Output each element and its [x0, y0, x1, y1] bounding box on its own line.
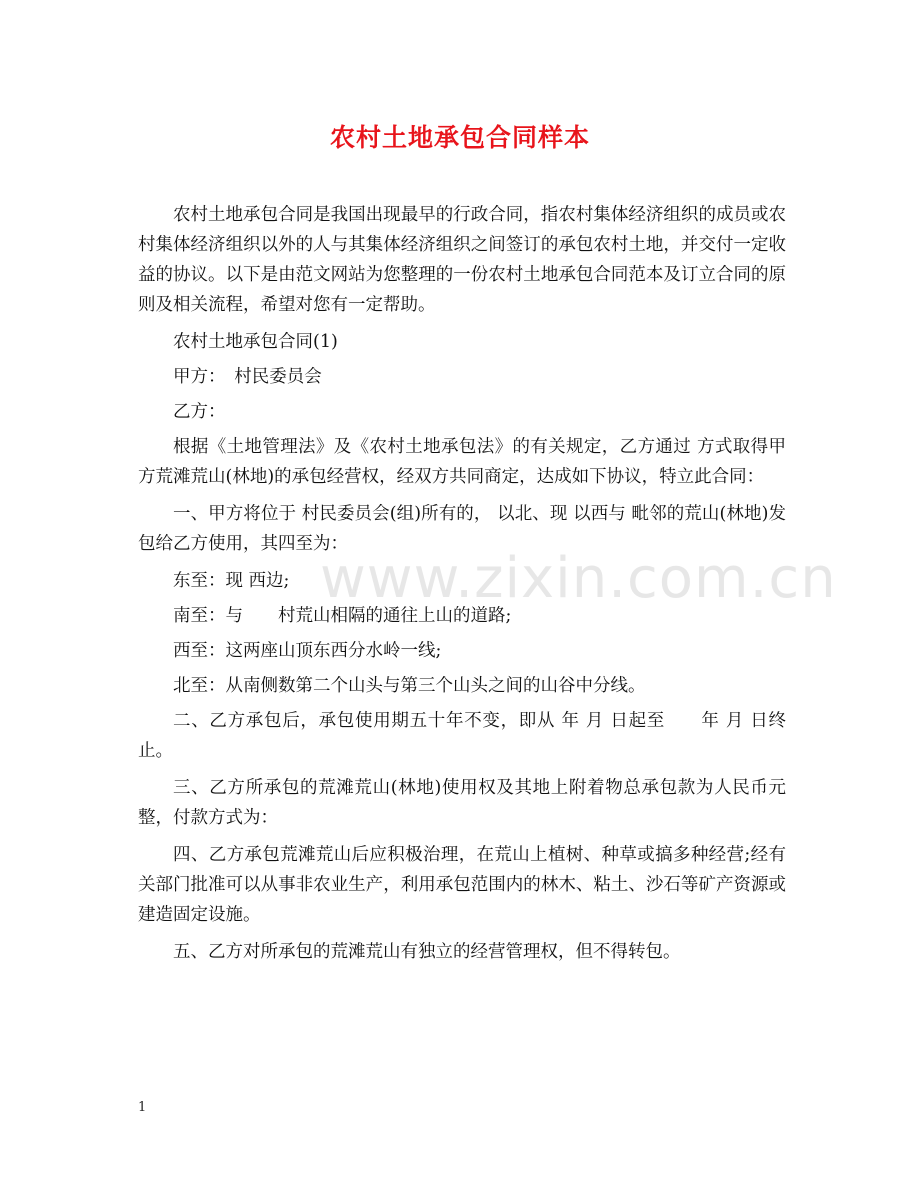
watermark: www.zixin.com.cn — [320, 546, 837, 611]
clause-3: 三、乙方所承包的荒滩荒山(林地)使用权及其地上附着物总承包款为人民币元整，付款方式为： — [138, 778, 786, 828]
boundary-north: 北至：从南侧数第二个山头与第三个山头之间的山谷中分线。 — [173, 676, 646, 696]
party-a: 甲方： 村民委员会 — [173, 367, 322, 387]
boundary-east: 东至：现 西边; — [173, 571, 290, 591]
boundary-west: 西至：这两座山顶东西分水岭一线; — [173, 641, 442, 661]
clause-2: 二、乙方承包后，承包使用期五十年不变，即从 年 月 日起至 年 月 日终止。 — [138, 711, 786, 761]
intro-paragraph: 农村土地承包合同是我国出现最早的行政合同，指农村集体经济组织的成员或农村集体经济组织以外的人与其集体经济组织之间签订的承包农村土地，并交付一定收益的协议。以下是由范文网站为您整理的一份农村土地承包合同范本及订立合同的原则及相关流程，希望对您有一定帮助。 — [138, 205, 786, 315]
page-number: 1 — [138, 1100, 147, 1115]
document-body — [138, 200, 786, 974]
clause-1: 一、甲方将位于 村民委员会(组)所有的， 以北、现 以西与 毗邻的荒山(林地)发包给乙方使用，其四至为： — [138, 504, 786, 554]
document-title: 农村土地承包合同样本 — [329, 123, 590, 152]
clause-5: 五、乙方对所承包的荒滩荒山有独立的经营管理权，但不得转包。 — [173, 942, 681, 962]
contract-heading: 农村土地承包合同(1) — [173, 332, 338, 352]
preamble-paragraph: 根据《土地管理法》及《农村土地承包法》的有关规定，乙方通过 方式取得甲方荒滩荒山(林地)的承包经营权，经双方共同商定，达成如下协议，特立此合同： — [138, 437, 786, 487]
party-b: 乙方： — [173, 402, 226, 422]
clause-4: 四、乙方承包荒滩荒山后应积极治理，在荒山上植树、种草或搞多种经营;经有关部门批准可以从事非农业生产，利用承包范围内的林木、粘土、沙石等矿产资源或建造固定设施。 — [138, 845, 786, 925]
boundary-south: 南至：与 村荒山相隔的通往上山的道路; — [173, 606, 512, 626]
